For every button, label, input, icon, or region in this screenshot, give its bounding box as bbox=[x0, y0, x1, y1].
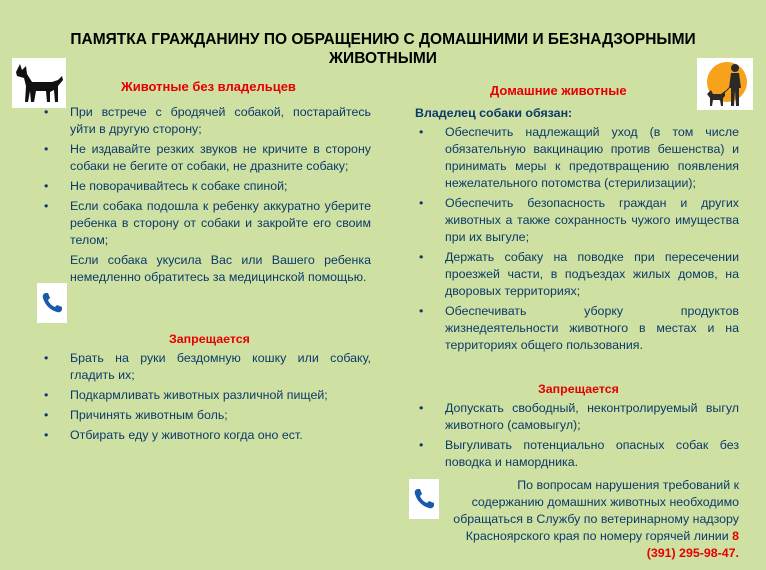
list-item: • Отбирать еду у животного когда оно ест. bbox=[40, 427, 371, 444]
list-item: • Обеспечивать уборку продуктов жизнедеятельности животного в местах и на территориях общего пользования. bbox=[415, 303, 739, 354]
owner-with-dog-icon bbox=[697, 58, 753, 110]
owner-obligations-heading: Владелец собаки обязан: bbox=[415, 106, 573, 120]
left-forbidden-list bbox=[40, 350, 371, 447]
list-item: • Обеспечить безопасность граждан и других животных а также сохранность чужого имущества при их выгуле; bbox=[415, 195, 739, 246]
list-item: • Подкармливать животных различной пищей; bbox=[40, 387, 371, 404]
owner-obligations-list bbox=[415, 124, 739, 357]
list-item: • Допускать свободный, неконтролируемый выгул животного (самовыгул); bbox=[415, 400, 739, 434]
stray-animals-list bbox=[40, 104, 371, 289]
left-forbidden-heading: Запрещается bbox=[169, 332, 250, 346]
list-item: Если собака укусила Вас или Вашего ребенка немедленно обратитесь за медицинской помощью. bbox=[70, 253, 371, 284]
dog-silhouette-icon bbox=[12, 58, 66, 108]
pets-heading: Домашние животные bbox=[490, 83, 627, 98]
right-forbidden-heading: Запрещается bbox=[538, 382, 619, 396]
list-item: • Выгуливать потенциально опасных собак без поводка и намордника. bbox=[415, 437, 739, 471]
list-item: • Держать собаку на поводке при пересечении проезжей части, в подъездах жилых домов, на дворовых территориях; bbox=[415, 249, 739, 300]
list-item: • Брать на руки бездомную кошку или собаку, гладить их; bbox=[40, 350, 371, 384]
hotline-contact bbox=[445, 477, 739, 562]
phone-icon bbox=[37, 283, 67, 323]
list-item: • Причинять животным боль; bbox=[40, 407, 371, 424]
page-title: ПАМЯТКА ГРАЖДАНИНУ ПО ОБРАЩЕНИЮ С ДОМАШНИМИ И БЕЗНАДЗОРНЫМИ ЖИВОТНЫМИ bbox=[70, 31, 696, 67]
hotline-text: По вопросам нарушения требований к содержанию домашних животных необходимо обращаться в Службу по ветеринарному надзору Красноярского края по номеру горячей линии bbox=[453, 478, 739, 543]
stray-animals-heading: Животные без владельцев bbox=[121, 79, 296, 94]
hotline-phone-icon bbox=[409, 479, 439, 519]
right-forbidden-list bbox=[415, 400, 739, 474]
list-item: • Не издавайте резких звуков не кричите в сторону собаки не бегите от собаки, не дразните собаку; bbox=[40, 141, 371, 175]
hotline-phone-number: 8 (391) 295-98-47. bbox=[646, 529, 739, 560]
list-item: • Если собака подошла к ребенку аккуратно уберите ребенка в сторону от собаки и закройте его своим телом; bbox=[40, 198, 371, 249]
list-item: • При встрече с бродячей собакой, постарайтесь уйти в другую сторону; bbox=[40, 104, 371, 138]
list-item: • Не поворачивайтесь к собаке спиной; bbox=[40, 178, 371, 195]
list-item: • Обеспечить надлежащий уход (в том числе обязательную вакцинацию против бешенства) и принимать меры к предотвращению появления нежелательного потомства (стерилизации); bbox=[415, 124, 739, 192]
